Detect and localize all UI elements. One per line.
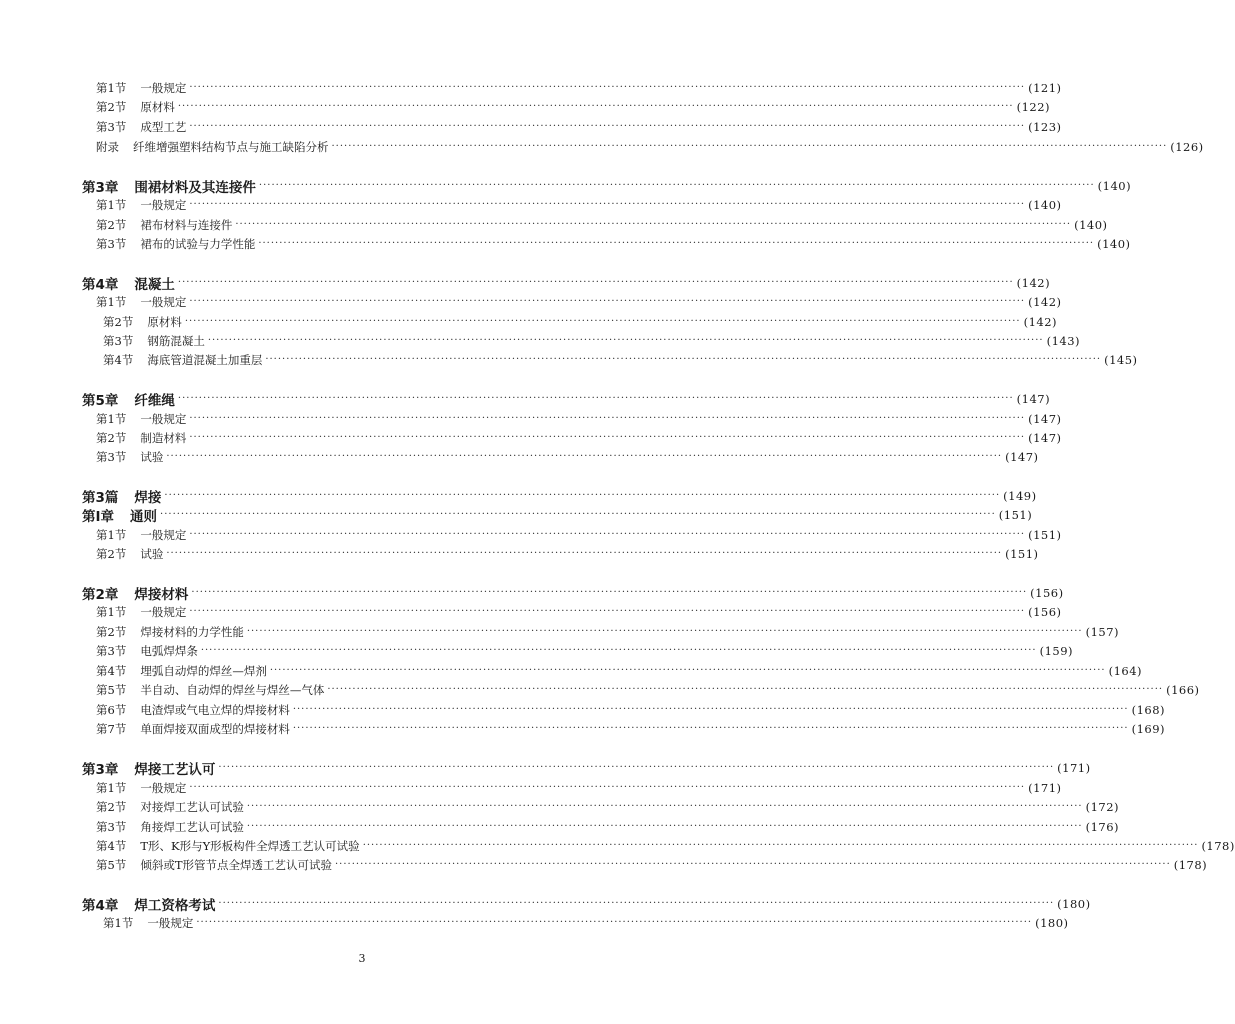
toc-section-entry — [96, 195, 1062, 215]
page-number: 3 — [358, 952, 366, 965]
toc-entry-page: (140) — [1097, 237, 1131, 251]
toc-entry-page: (123) — [1028, 120, 1062, 134]
toc-entry-page: (157) — [1085, 625, 1120, 639]
toc-entry-page: (142) — [1023, 315, 1058, 329]
toc-leader-dots: ········································································································································································································ — [177, 393, 1014, 404]
toc-entry-label: 第1节 — [96, 198, 127, 212]
toc-entry-page: (171) — [1057, 761, 1091, 775]
toc-entry-label: 第Ⅰ章 — [82, 509, 115, 525]
toc-entry-page: (156) — [1030, 586, 1064, 600]
toc-leader-dots: ········································································································································································································ — [207, 335, 1044, 346]
toc-entry-title: 一般规定 — [140, 295, 187, 309]
toc-entry-title: 一般规定 — [140, 605, 187, 619]
toc-entry-label: 第4章 — [82, 277, 119, 293]
toc-entry-title: 焊工资格考试 — [134, 898, 216, 914]
toc-chapter-entry — [82, 389, 1051, 409]
toc-entry-label: 第3节 — [96, 450, 127, 464]
toc-entry-title: 电弧焊焊条 — [140, 644, 198, 658]
toc-entry-title: 试验 — [140, 547, 164, 561]
toc-leader-dots: ········································································································································································································ — [189, 606, 1026, 617]
toc-entry-page: (169) — [1131, 722, 1166, 736]
toc-section-entry — [96, 680, 1200, 700]
toc-entry-page: (142) — [1016, 276, 1051, 290]
toc-leader-dots: ········································································································································································································ — [218, 762, 1055, 773]
toc-section-entry — [96, 700, 1166, 720]
toc-entry-label: 第2节 — [96, 431, 127, 445]
toc-leader-dots: ········································································································································································································ — [189, 296, 1026, 307]
toc-entry-page: (122) — [1016, 100, 1051, 114]
toc-section-entry — [96, 234, 1131, 254]
toc-entry-page: (145) — [1104, 353, 1138, 367]
toc-entry-page: (149) — [1003, 489, 1037, 503]
toc-entry-page: (151) — [998, 508, 1033, 522]
toc-entry-title: 海底管道混凝土加重层 — [147, 353, 263, 367]
toc-leader-dots: ········································································································································································································ — [189, 199, 1026, 210]
toc-entry-title: 埋弧自动焊的焊丝—焊剂 — [140, 664, 267, 678]
toc-entry-title: 成型工艺 — [140, 120, 187, 134]
toc-section-entry — [96, 641, 1074, 661]
toc-section-entry — [96, 447, 1039, 467]
toc-leader-dots: ········································································································································································································ — [335, 859, 1171, 870]
toc-leader-dots: ········································································································································································································ — [189, 121, 1026, 132]
toc-entry-title: 纤维绳 — [134, 393, 175, 409]
toc-leader-dots: ········································································································································································································ — [189, 529, 1026, 540]
toc-leader-dots: ········································································································································································································ — [218, 898, 1055, 909]
toc-entry-title: 焊接工艺认可 — [134, 762, 216, 778]
toc-entry-title: 钢筋混凝土 — [147, 334, 205, 348]
toc-leader-dots: ········································································································································································································ — [265, 354, 1102, 365]
toc-entry-page: (140) — [1097, 179, 1132, 193]
toc-section-entry — [96, 97, 1051, 117]
toc-entry-title: 焊接材料 — [134, 587, 189, 603]
toc-leader-dots: ········································································································································································································ — [235, 219, 1072, 230]
toc-entry-page: (178) — [1201, 839, 1235, 853]
toc-leader-dots: ········································································································································································································ — [189, 82, 1026, 93]
toc-section-entry — [96, 544, 1039, 564]
toc-entry-label: 第4章 — [82, 898, 119, 914]
toc-section-entry — [96, 622, 1120, 642]
toc-leader-dots: ········································································································································································································ — [177, 101, 1014, 112]
toc-leader-dots: ········································································································································································································ — [327, 684, 1164, 695]
toc-entry-page: (147) — [1005, 450, 1039, 464]
toc-section-entry — [103, 312, 1058, 332]
toc-entry-title: 一般规定 — [140, 198, 187, 212]
toc-chapter-entry — [82, 505, 1033, 525]
toc-section-entry — [96, 117, 1062, 137]
toc-entry-title: 电渣焊或气电立焊的焊接材料 — [140, 703, 290, 717]
toc-entry-title: 一般规定 — [147, 916, 194, 930]
toc-section-entry — [103, 913, 1069, 933]
toc-entry-label: 第5节 — [96, 683, 127, 697]
toc-leader-dots: ········································································································································································································ — [164, 490, 1001, 501]
toc-entry-label: 第1节 — [96, 605, 127, 619]
toc-entry-label: 第1节 — [96, 295, 127, 309]
toc-entry-label: 第3章 — [82, 762, 119, 778]
toc-entry-page: (172) — [1085, 800, 1120, 814]
toc-entry-page: (126) — [1170, 140, 1204, 154]
toc-entry-page: (121) — [1028, 81, 1062, 95]
toc-entry-label: 第3章 — [82, 180, 119, 196]
toc-leader-dots: ········································································································································································································ — [258, 238, 1095, 249]
toc-entry-page: (180) — [1035, 916, 1069, 930]
toc-leader-dots: ········································································································································································································ — [258, 180, 1095, 191]
toc-entry-label: 第3节 — [96, 237, 127, 251]
toc-entry-title: 单面焊接双面成型的焊接材料 — [140, 722, 290, 736]
toc-entry-label: 第2节 — [96, 800, 127, 814]
toc-section-entry — [96, 855, 1208, 875]
toc-entry-title: 纤维增强塑料结构节点与施工缺陷分析 — [133, 140, 329, 154]
toc-entry-title: 原材料 — [147, 315, 182, 329]
toc-entry-page: (156) — [1028, 605, 1062, 619]
toc-entry-label: 第4节 — [103, 353, 134, 367]
toc-section-entry — [96, 78, 1062, 98]
toc-entry-label: 第5章 — [82, 393, 119, 409]
toc-entry-page: (159) — [1039, 644, 1074, 658]
toc-section-entry — [96, 525, 1062, 545]
toc-entry-title: 裙布材料与连接件 — [140, 218, 233, 232]
toc-entry-label: 第1节 — [103, 916, 134, 930]
toc-entry-title: 对接焊工艺认可试验 — [140, 800, 244, 814]
toc-entry-label: 第2章 — [82, 587, 119, 603]
toc-entry-label: 第2节 — [96, 625, 127, 639]
toc-entry-label: 第3篇 — [82, 490, 119, 506]
toc-section-entry — [96, 409, 1062, 429]
toc-entry-page: (140) — [1074, 218, 1108, 232]
toc-section-entry — [96, 778, 1062, 798]
toc-chapter-entry — [82, 486, 1037, 506]
toc-entry-label: 第2节 — [96, 547, 127, 561]
toc-section-entry — [96, 292, 1062, 312]
toc-leader-dots: ········································································································································································································ — [189, 432, 1026, 443]
toc-entry-label: 第2节 — [96, 100, 127, 114]
toc-entry-label: 第5节 — [96, 858, 127, 872]
toc-section-entry — [96, 836, 1235, 856]
toc-entry-page: (168) — [1131, 703, 1166, 717]
toc-leader-dots: ········································································································································································································ — [166, 451, 1003, 462]
toc-entry-page: (178) — [1173, 858, 1208, 872]
toc-entry-page: (176) — [1085, 820, 1120, 834]
toc-entry-page: (166) — [1166, 683, 1200, 697]
toc-entry-page: (147) — [1016, 392, 1051, 406]
toc-entry-page: (147) — [1028, 412, 1062, 426]
toc-section-entry — [96, 797, 1120, 817]
toc-entry-title: 一般规定 — [140, 81, 187, 95]
toc-section-entry — [103, 350, 1138, 370]
toc-chapter-entry — [82, 758, 1091, 778]
toc-leader-dots: ········································································································································································································ — [184, 316, 1021, 327]
toc-entry-title: 裙布的试验与力学性能 — [140, 237, 256, 251]
toc-entry-label: 第1节 — [96, 412, 127, 426]
toc-entry-title: 倾斜或T形管节点全焊透工艺认可试验 — [140, 858, 332, 872]
toc-entry-title: 原材料 — [140, 100, 175, 114]
toc-entry-page: (151) — [1005, 547, 1039, 561]
toc-entry-label: 第3节 — [96, 120, 127, 134]
toc-leader-dots: ········································································································································································································ — [189, 413, 1026, 424]
toc-entry-page: (180) — [1057, 897, 1091, 911]
toc-entry-label: 第1节 — [96, 81, 127, 95]
toc-entry-page: (142) — [1028, 295, 1062, 309]
toc-entry-label: 第3节 — [96, 820, 127, 834]
toc-entry-title: 半自动、自动焊的焊丝与焊丝—气体 — [140, 683, 325, 697]
toc-section-entry — [96, 719, 1166, 739]
toc-entry-title: 一般规定 — [140, 781, 187, 795]
toc-entry-title: 试验 — [140, 450, 164, 464]
toc-chapter-entry — [82, 583, 1064, 603]
toc-section-entry — [96, 602, 1062, 622]
toc-entry-page: (151) — [1028, 528, 1062, 542]
toc-entry-label: 第3节 — [96, 644, 127, 658]
toc-entry-page: (143) — [1046, 334, 1081, 348]
toc-section-entry — [96, 137, 1204, 157]
toc-entry-title: 一般规定 — [140, 528, 187, 542]
toc-chapter-entry — [82, 273, 1051, 293]
toc-leader-dots: ········································································································································································································ — [189, 782, 1026, 793]
toc-chapter-entry — [82, 894, 1091, 914]
toc-entry-label: 第4节 — [96, 664, 127, 678]
toc-entry-title: 焊接 — [134, 490, 162, 506]
toc-entry-title: T形、K形与Y形板构件全焊透工艺认可试验 — [140, 839, 360, 853]
toc-section-entry — [103, 331, 1081, 351]
toc-entry-title: 一般规定 — [140, 412, 187, 426]
toc-entry-title: 角接焊工艺认可试验 — [140, 820, 244, 834]
toc-entry-title: 焊接材料的力学性能 — [140, 625, 244, 639]
toc-section-entry — [96, 817, 1120, 837]
toc-entry-label: 第1节 — [96, 781, 127, 795]
toc-entry-label: 第2节 — [103, 315, 134, 329]
toc-leader-dots: ········································································································································································································ — [246, 821, 1083, 832]
toc-leader-dots: ········································································································································································································ — [191, 587, 1028, 598]
toc-leader-dots: ········································································································································································································ — [160, 509, 996, 520]
toc-entry-page: (164) — [1108, 664, 1143, 678]
toc-entry-page: (140) — [1028, 198, 1062, 212]
toc-section-entry — [96, 428, 1062, 448]
toc-entry-title: 制造材料 — [140, 431, 187, 445]
toc-leader-dots: ········································································································································································································ — [269, 665, 1106, 676]
toc-leader-dots: ········································································································································································································ — [362, 840, 1199, 851]
toc-leader-dots: ········································································································································································································ — [292, 723, 1129, 734]
toc-leader-dots: ········································································································································································································ — [331, 141, 1168, 152]
toc-leader-dots: ········································································································································································································ — [196, 917, 1033, 928]
toc-leader-dots: ········································································································································································································ — [246, 801, 1083, 812]
toc-entry-label: 附录 — [96, 140, 119, 154]
toc-entry-page: (147) — [1028, 431, 1062, 445]
toc-leader-dots: ········································································································································································································ — [200, 645, 1037, 656]
toc-section-entry — [96, 215, 1108, 235]
toc-entry-label: 第6节 — [96, 703, 127, 717]
toc-entry-label: 第1节 — [96, 528, 127, 542]
toc-section-entry — [96, 661, 1143, 681]
toc-entry-title: 围裙材料及其连接件 — [134, 180, 256, 196]
toc-leader-dots: ········································································································································································································ — [292, 704, 1129, 715]
toc-entry-page: (171) — [1028, 781, 1062, 795]
toc-leader-dots: ········································································································································································································ — [246, 626, 1083, 637]
toc-entry-label: 第7节 — [96, 722, 127, 736]
toc-entry-title: 通则 — [130, 509, 158, 525]
toc-entry-label: 第3节 — [103, 334, 134, 348]
toc-leader-dots: ········································································································································································································ — [166, 548, 1003, 559]
toc-chapter-entry — [82, 176, 1132, 196]
toc-leader-dots: ········································································································································································································ — [177, 277, 1014, 288]
toc-entry-title: 混凝土 — [134, 277, 175, 293]
toc-entry-label: 第2节 — [96, 218, 127, 232]
toc-entry-label: 第4节 — [96, 839, 127, 853]
